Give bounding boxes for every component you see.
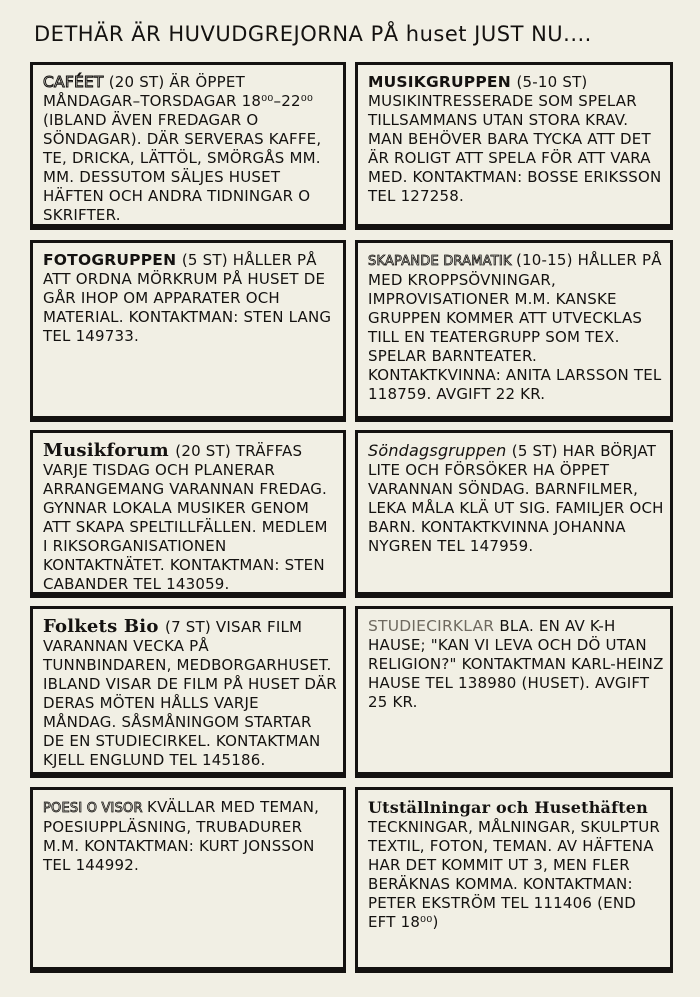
box-heading: Utställningar och Husethäften: [368, 798, 648, 817]
info-box-musikforum: [30, 430, 346, 598]
info-box-musikgruppen: [355, 62, 673, 230]
box-heading: SKAPANDE DRAMATIK: [368, 254, 516, 269]
box-text: (7 ST) VISAR FILM VARANNAN VECKA PÅ TUNNBINDAREN, MEDBORGARHUSET. IBLAND VISAR DE FILM PÅ HUSET DÄR DERAS MÖTEN HÅLLS VARJE MÅNDAG. SÅSMÅNINGOM STARTAR DE EN STUDIECIRKEL. KONTAKTMAN KJELL ENGLUND TEL 145186.: [43, 618, 337, 769]
box-heading: FOTOGRUPPEN: [43, 251, 182, 269]
page-title: DETHÄR ÄR HUVUDGREJORNA PÅ huset JUST NU....: [34, 22, 592, 46]
info-box-folkets-bio: [30, 606, 346, 778]
box-heading: STUDIECIRKLAR: [368, 617, 500, 635]
box-heading: Söndagsgruppen: [368, 441, 512, 460]
box-text: (5 ST) HAR BÖRJAT LITE OCH FÖRSÖKER HA ÖPPET VARANNAN SÖNDAG. BARNFILMER, LEKA MÅLA KLÄ UT SIG. FAMILJER OCH BARN. KONTAKTKVINNA JOHANNA NYGREN TEL 147959.: [368, 442, 664, 555]
box-text: (5-10 ST) MUSIKINTRESSERADE SOM SPELAR TILLSAMMANS UTAN STORA KRAV. MAN BEHÖVER BARA TYCKA ATT DET ÄR ROLIGT ATT SPELA FÖR ATT VARA MED. KONTAKTMAN: BOSSE ERIKSSON TEL 127258.: [368, 73, 662, 205]
box-heading: Musikforum: [43, 440, 176, 461]
box-text: TECKNINGAR, MÅLNINGAR, SKULPTUR TEXTIL, FOTON, TEMAN. AV HÄFTENA HAR DET KOMMIT UT 3, MEN FLER BERÄKNAS KOMMA. KONTAKTMAN: PETER EKSTRÖM TEL 111406 (END EFT 18⁰⁰): [368, 818, 661, 931]
box-heading: Folkets Bio: [43, 616, 166, 637]
info-box-fotogruppen: [30, 240, 346, 422]
info-box-utstallningar: [355, 787, 673, 973]
box-text: (10-15) HÅLLER PÅ MED KROPPSÖVNINGAR, IMPROVISATIONER M.M. KANSKE GRUPPEN KOMMER ATT UTVECKLAS TILL EN TEATERGRUPP SOM TEX. SPELAR BARNTEATER. KONTAKTKVINNA: ANITA LARSSON TEL 118759. AVGIFT 22 KR.: [368, 251, 662, 403]
box-text: (5 ST) HÅLLER PÅ ATT ORDNA MÖRKRUM PÅ HUSET DE GÅR IHOP OM APPARATER OCH MATERIAL. KONTAKTMAN: STEN LANG TEL 149733.: [43, 251, 332, 345]
info-box-cafeet: [30, 62, 346, 230]
box-text: KVÄLLAR MED TEMAN, POESIUPPLÄSNING, TRUBADURER M.M. KONTAKTMAN: KURT JONSSON TEL 144992.: [43, 798, 320, 874]
info-box-sondagsgruppen: [355, 430, 673, 598]
box-text: (20 ST) ÄR ÖPPET MÅNDAGAR–TORSDAGAR 18⁰⁰–22⁰⁰ (IBLAND ÄVEN FREDAGAR O SÖNDAGAR). DÄR SERVERAS KAFFE, TE, DRICKA, LÄTTÖL, SMÖRGÅS MM. MM. DESSUTOM SÄLJES HUSET HÄFTEN OCH ANDRA TIDNINGAR O SKRIFTER.: [43, 73, 322, 224]
box-text: (20 ST) TRÄFFAS VARJE TISDAG OCH PLANERAR ARRANGEMANG VARANNAN FREDAG. GYNNAR LOKALA MUSIKER GENOM ATT SKAPA SPELTILLFÄLLEN. MEDLEM I RIKSORGANISATIONEN KONTAKTNÄTET. KONTAKTMAN: STEN CABANDER TEL 143059.: [43, 442, 328, 593]
info-box-studiecirklar: [355, 606, 673, 778]
info-box-skapande-dramatik: [355, 240, 673, 422]
box-heading: CAFÉET: [43, 73, 109, 91]
box-heading: MUSIKGRUPPEN: [368, 73, 517, 91]
box-heading: POESI O VISOR: [43, 801, 148, 816]
box-text: BLA. EN AV K-H HAUSE; "KAN VI LEVA OCH DÖ UTAN RELIGION?" KONTAKTMAN KARL-HEINZ HAUSE TEL 138980 (HUSET). AVGIFT 25 KR.: [368, 617, 664, 711]
info-box-poesi-visor: [30, 787, 346, 973]
